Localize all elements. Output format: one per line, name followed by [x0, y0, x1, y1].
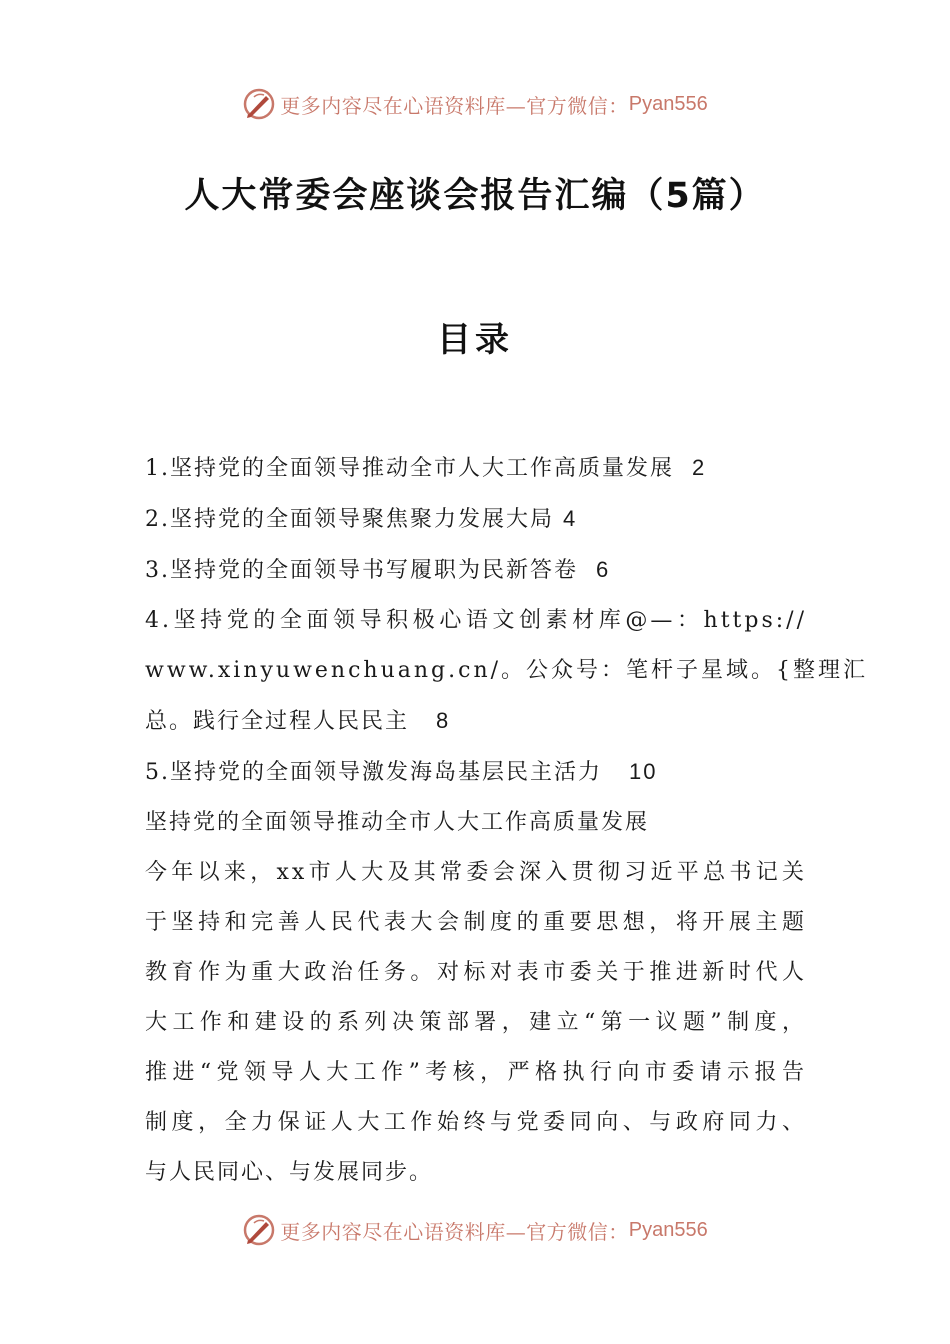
toc-item-page: 8 [436, 708, 451, 733]
footer-banner [0, 1210, 950, 1250]
paragraph-line: 今年以来，xx市人大及其常委会深入贯彻习近平总书记关 [145, 860, 807, 885]
paragraph-line: 制度，全力保证人大工作始终与党委同向、与政府同力、 [145, 1110, 807, 1135]
toc-item [145, 545, 807, 596]
toc-item-page: 2 [692, 455, 707, 480]
paragraph-line: 与人民同心、与发展同步。 [145, 1160, 434, 1185]
banner-text: 更多内容尽在心语资料库—官方微信： [280, 93, 629, 118]
document-title: 人大常委会座谈会报告汇编（5篇） [184, 176, 766, 216]
toc-item-line: www.xinyuwenchuang.cn/。公众号：笔杆子星域。{整理汇 [145, 658, 869, 683]
toc-item-page: 4 [563, 506, 578, 531]
section-title: 坚持党的全面领导推动全市人大工作高质量发展 [145, 810, 650, 835]
toc-item-text: 总。践行全过程人民民主 [145, 709, 410, 734]
document-body [145, 443, 869, 1198]
pen-logo-icon [242, 87, 276, 121]
toc-item-text: 5.坚持党的全面领导激发海岛基层民主活力 [145, 760, 602, 785]
paragraph-line: 大工作和建设的系列决策部署，建立“第一议题”制度， [145, 1010, 807, 1035]
banner-text: 更多内容尽在心语资料库—官方微信： [280, 1219, 629, 1244]
toc-item-page: 10 [628, 759, 658, 784]
toc-item-text: 2.坚持党的全面领导聚焦聚力发展大局 [145, 507, 554, 532]
toc-item [145, 747, 807, 798]
banner-wechat-id: Pyan556 [628, 92, 708, 115]
paragraph-line: 教育作为重大政治任务。对标对表市委关于推进新时代人 [145, 960, 807, 985]
paragraph-line: 于坚持和完善人民代表大会制度的重要思想，将开展主题 [145, 910, 807, 935]
banner-wechat-id: Pyan556 [628, 1218, 708, 1241]
toc-item [145, 696, 807, 747]
toc-item-text: 3.坚持党的全面领导书写履职为民新答卷 [145, 558, 578, 583]
toc-item [145, 494, 807, 545]
toc-heading: 目录 [437, 320, 513, 360]
header-banner [0, 84, 950, 124]
toc-item-text: 1.坚持党的全面领导推动全市人大工作高质量发展 [145, 456, 674, 481]
toc-item-page: 6 [596, 557, 611, 582]
toc-item [145, 443, 807, 494]
toc-item-line: 4.坚持党的全面领导积极心语文创素材库@—：https:// [145, 608, 807, 633]
paragraph-line: 推进“党领导人大工作”考核，严格执行向市委请示报告 [145, 1060, 807, 1085]
pen-logo-icon [242, 1213, 276, 1247]
